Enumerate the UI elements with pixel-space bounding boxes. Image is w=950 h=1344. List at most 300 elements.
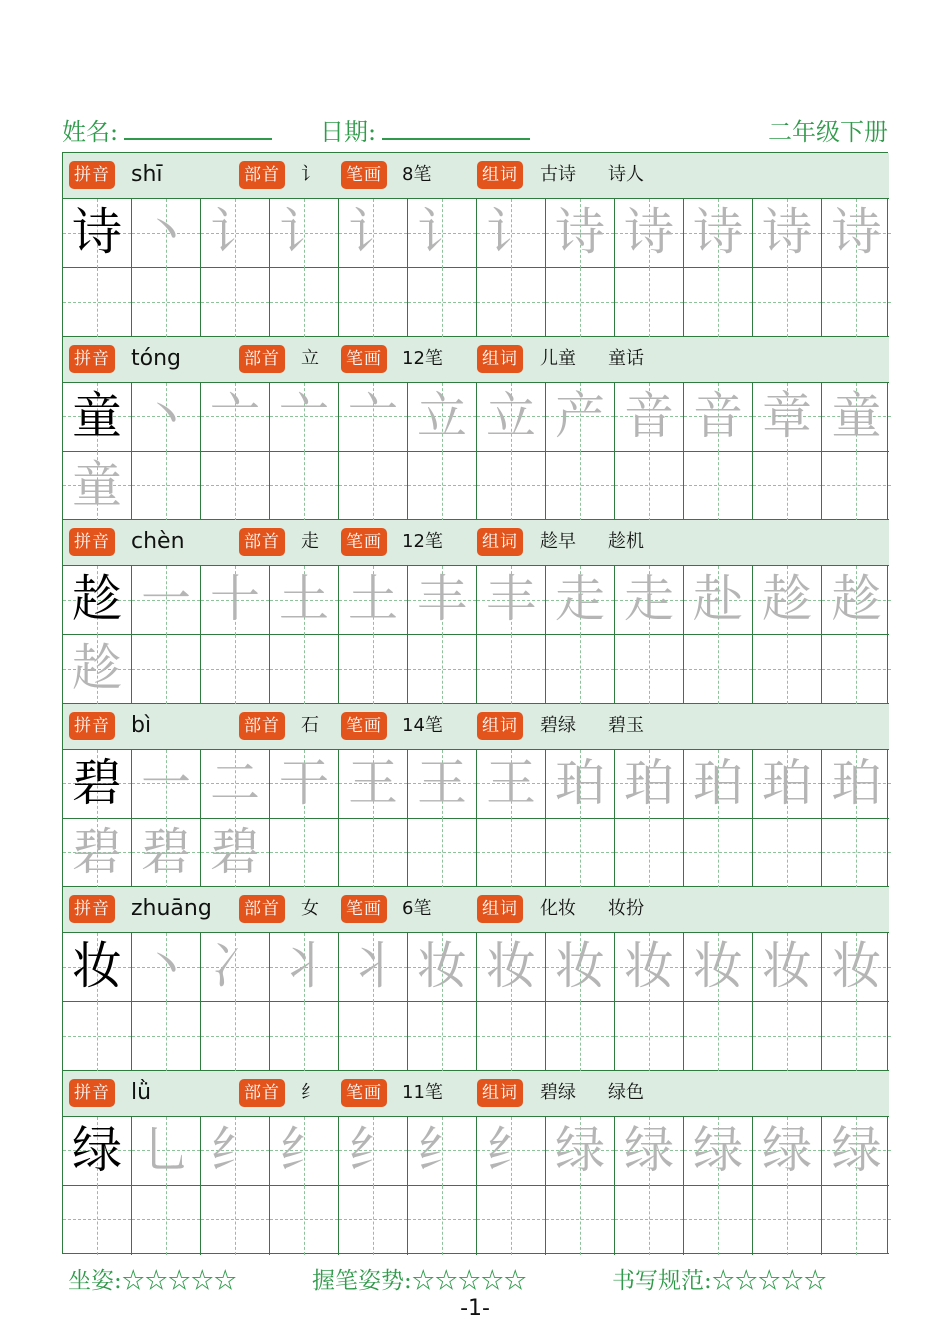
grid-cell[interactable] (546, 566, 615, 635)
stroke-order-row (63, 750, 889, 819)
word-2-value: 绿色 (608, 1081, 644, 1103)
pinyin-value: tóng (131, 345, 181, 371)
model-character: 碧 (72, 753, 122, 812)
trace-character: 碧 (141, 822, 191, 881)
grid-cell[interactable] (132, 635, 201, 704)
stroke-step: 诗 (762, 203, 812, 261)
stroke-step: 亠 (210, 386, 260, 445)
strokes-tag: 笔画 (341, 345, 387, 373)
grid-cell[interactable] (546, 750, 615, 819)
grid-cell[interactable] (339, 199, 408, 268)
pinyin-value: shī (131, 162, 163, 187)
grid-cell[interactable] (477, 566, 546, 635)
grid-cell[interactable] (615, 819, 684, 888)
grid-cell[interactable] (408, 1117, 477, 1186)
stroke-step: 丶 (141, 937, 191, 995)
stroke-step: 丬 (348, 937, 398, 995)
stroke-order-row (63, 933, 889, 1002)
grid-cell[interactable] (63, 750, 132, 819)
grid-cell[interactable] (477, 452, 546, 521)
grid-cell[interactable] (201, 933, 270, 1002)
stroke-step: 诗 (831, 203, 882, 261)
character-block (63, 887, 889, 1071)
grid-cell[interactable] (822, 1186, 891, 1255)
grid-cell[interactable] (408, 819, 477, 888)
stroke-step: 纟 (486, 1120, 536, 1179)
grid-cell[interactable] (822, 1002, 891, 1071)
grid-cell[interactable] (270, 268, 339, 337)
words-tag: 组词 (477, 345, 523, 373)
grid-cell[interactable] (615, 566, 684, 635)
grid-cell[interactable] (684, 1002, 753, 1071)
stroke-step: 王 (486, 753, 536, 812)
grid-cell[interactable] (63, 1117, 132, 1186)
grid-cell[interactable] (546, 819, 615, 888)
grid-cell[interactable] (270, 819, 339, 888)
name-label: 姓名: (62, 118, 119, 146)
stroke-count-value: 8笔 (402, 164, 432, 185)
word-1-value: 碧绿 (540, 714, 576, 736)
radical-tag: 部首 (239, 161, 285, 189)
grid-cell[interactable] (615, 1117, 684, 1186)
grid-cell[interactable] (408, 199, 477, 268)
grid-cell[interactable] (546, 635, 615, 704)
grid-cell[interactable] (822, 199, 891, 268)
grid-cell[interactable] (201, 268, 270, 337)
stroke-step: 走 (555, 570, 605, 628)
model-character: 趁 (72, 570, 122, 628)
character-block (63, 704, 889, 888)
stroke-step: 妆 (693, 937, 743, 995)
grid-cell[interactable] (270, 750, 339, 819)
stroke-step: 立 (486, 386, 536, 445)
stroke-step: 妆 (624, 937, 674, 995)
grid-cell[interactable] (201, 1186, 270, 1255)
stroke-count-value: 14笔 (402, 714, 443, 736)
stroke-step: 诗 (624, 203, 674, 261)
grid-cell[interactable] (822, 452, 891, 521)
word-2-value: 童话 (608, 347, 644, 369)
grid-cell[interactable] (753, 933, 822, 1002)
grid-cell[interactable] (615, 383, 684, 452)
grid-cell[interactable] (270, 1002, 339, 1071)
strokes-tag: 笔画 (341, 528, 387, 556)
grid-cell[interactable] (753, 635, 822, 704)
grid-cell[interactable] (546, 933, 615, 1002)
stroke-step: 赴 (693, 570, 743, 628)
grid-cell[interactable] (615, 1002, 684, 1071)
grid-cell[interactable] (201, 635, 270, 704)
grid-cell[interactable] (546, 1186, 615, 1255)
grade-label: 二年级下册 (768, 118, 888, 146)
worksheet-header (62, 112, 888, 148)
grid-cell[interactable] (63, 1186, 132, 1255)
stroke-step: 珀 (555, 753, 605, 812)
stroke-step: 讠 (348, 203, 398, 261)
grid-cell[interactable] (822, 635, 891, 704)
model-character: 童 (72, 386, 122, 445)
character-info-bar (63, 887, 889, 933)
grid-cell[interactable] (132, 750, 201, 819)
stroke-step: 纟 (417, 1120, 467, 1179)
grid-cell[interactable] (132, 1117, 201, 1186)
character-info-bar (63, 337, 889, 383)
stroke-step: 诗 (555, 203, 605, 261)
grid-cell[interactable] (477, 1186, 546, 1255)
grid-cell[interactable] (408, 383, 477, 452)
grid-cell[interactable] (339, 383, 408, 452)
model-character: 诗 (72, 203, 122, 261)
grid-cell[interactable] (477, 199, 546, 268)
grid-cell[interactable] (477, 1002, 546, 1071)
stroke-step: 趁 (831, 570, 882, 628)
stroke-step: 章 (762, 386, 812, 445)
grid-cell[interactable] (408, 1186, 477, 1255)
grid-cell[interactable] (615, 635, 684, 704)
stroke-step: 妆 (831, 937, 882, 995)
grid-cell[interactable] (477, 635, 546, 704)
grid-cell[interactable] (684, 1186, 753, 1255)
grid-cell[interactable] (615, 750, 684, 819)
word-2-value: 妆扮 (608, 898, 644, 919)
stroke-step: 珀 (624, 753, 674, 812)
grid-cell[interactable] (339, 1117, 408, 1186)
character-block (63, 520, 889, 704)
grid-cell[interactable] (339, 635, 408, 704)
stroke-step: 讠 (210, 203, 260, 261)
stroke-step: 立 (417, 386, 467, 445)
stroke-step: 妆 (555, 937, 605, 995)
word-2-value: 诗人 (608, 164, 644, 185)
grid-cell[interactable] (408, 933, 477, 1002)
stroke-step: 丰 (486, 570, 536, 628)
name-blank[interactable] (124, 118, 272, 140)
radical-value: 石 (301, 714, 319, 736)
grid-cell[interactable] (684, 268, 753, 337)
grid-cell[interactable] (753, 819, 822, 888)
stroke-step: 十 (210, 570, 260, 628)
stroke-step: 王 (417, 753, 467, 812)
grid-cell[interactable] (63, 566, 132, 635)
grid-cell[interactable] (201, 1002, 270, 1071)
practice-row (63, 635, 889, 704)
stroke-step: 讠 (417, 203, 467, 261)
grid-cell[interactable] (477, 750, 546, 819)
grid-cell[interactable] (270, 199, 339, 268)
grid-cell[interactable] (408, 452, 477, 521)
stroke-step: 一 (141, 570, 191, 628)
words-tag: 组词 (477, 895, 523, 923)
date-field[interactable] (320, 112, 530, 147)
grid-cell[interactable] (477, 933, 546, 1002)
grid-cell[interactable] (63, 635, 132, 704)
grid-cell[interactable] (753, 750, 822, 819)
radical-value: 女 (301, 898, 319, 919)
stroke-step: 王 (348, 753, 398, 812)
grid-cell[interactable] (822, 1117, 891, 1186)
grid-cell[interactable] (615, 268, 684, 337)
pinyin-value: zhuāng (131, 896, 212, 921)
words-tag: 组词 (477, 1079, 523, 1107)
radical-tag: 部首 (239, 345, 285, 373)
grid-cell[interactable] (339, 933, 408, 1002)
radical-tag: 部首 (239, 528, 285, 556)
grid-cell[interactable] (546, 452, 615, 521)
stroke-step: 绿 (624, 1120, 674, 1179)
stroke-step: 讠 (279, 203, 329, 261)
grid-cell[interactable] (63, 452, 132, 521)
character-block (63, 1071, 889, 1255)
grid-cell[interactable] (822, 268, 891, 337)
character-block (63, 153, 889, 337)
stroke-count-value: 11笔 (402, 1081, 443, 1103)
grid-cell[interactable] (822, 566, 891, 635)
grid-cell[interactable] (201, 819, 270, 888)
grid-cell[interactable] (753, 1186, 822, 1255)
grid-cell[interactable] (270, 1186, 339, 1255)
grid-cell[interactable] (546, 1002, 615, 1071)
stroke-order-row (63, 1117, 889, 1186)
radical-value: 走 (301, 531, 319, 552)
stroke-step: 妆 (417, 937, 467, 995)
stroke-step: 走 (624, 570, 674, 628)
word-1-value: 趁早 (540, 531, 576, 552)
pinyin-value: chèn (131, 529, 185, 554)
grid-cell[interactable] (201, 199, 270, 268)
grid-cell[interactable] (408, 566, 477, 635)
grid-cell[interactable] (270, 635, 339, 704)
grid-cell[interactable] (270, 933, 339, 1002)
grid-cell[interactable] (132, 566, 201, 635)
stroke-count-value: 12笔 (402, 347, 443, 369)
radical-value: 纟 (301, 1081, 319, 1103)
grid-cell[interactable] (270, 383, 339, 452)
radical-value: 立 (301, 347, 319, 369)
grid-cell[interactable] (132, 268, 201, 337)
pinyin-value: bì (131, 712, 152, 738)
grid-cell[interactable] (132, 383, 201, 452)
grid-cell[interactable] (546, 199, 615, 268)
trace-character: 碧 (72, 822, 122, 881)
posture-rating[interactable]: 坐姿:☆☆☆☆☆ (68, 1268, 237, 1294)
grid-cell[interactable] (546, 268, 615, 337)
grid-cell[interactable] (753, 452, 822, 521)
stroke-step: 珀 (762, 753, 812, 812)
date-blank[interactable] (382, 118, 530, 140)
stroke-step: 妆 (762, 937, 812, 995)
practice-row (63, 1002, 889, 1071)
grid-cell[interactable] (63, 383, 132, 452)
stroke-step: 珀 (831, 753, 882, 812)
grid-cell[interactable] (684, 635, 753, 704)
stroke-step: 绿 (693, 1120, 743, 1179)
grid-cell[interactable] (201, 383, 270, 452)
grid-cell[interactable] (477, 268, 546, 337)
stroke-step: 诗 (693, 203, 743, 261)
grid-cell[interactable] (684, 1117, 753, 1186)
word-1-value: 碧绿 (540, 1081, 576, 1103)
stroke-step: 亠 (279, 386, 329, 445)
stroke-step: 亠 (348, 386, 398, 445)
grid-cell[interactable] (270, 566, 339, 635)
grid-cell[interactable] (822, 750, 891, 819)
stroke-step: 乚 (141, 1120, 191, 1179)
grid-cell[interactable] (684, 452, 753, 521)
radical-tag: 部首 (239, 712, 285, 740)
words-tag: 组词 (477, 528, 523, 556)
practice-row (63, 1186, 889, 1255)
radical-value: 讠 (301, 164, 319, 185)
grid-cell[interactable] (63, 199, 132, 268)
grid-cell[interactable] (339, 1002, 408, 1071)
practice-row (63, 268, 889, 337)
date-label: 日期: (320, 118, 377, 146)
grid-cell[interactable] (339, 819, 408, 888)
word-2-value: 碧玉 (608, 714, 644, 736)
stroke-step: 丶 (141, 386, 191, 445)
grid-cell[interactable] (408, 1002, 477, 1071)
word-2-value: 趁机 (608, 531, 644, 552)
grid-cell[interactable] (339, 268, 408, 337)
grid-cell[interactable] (132, 819, 201, 888)
stroke-step: 音 (624, 386, 674, 445)
grid-cell[interactable] (753, 566, 822, 635)
grid-cell[interactable] (615, 199, 684, 268)
grid-cell[interactable] (408, 268, 477, 337)
grid-cell[interactable] (753, 1117, 822, 1186)
stroke-step: 丰 (417, 570, 467, 628)
stroke-order-row (63, 383, 889, 452)
model-character: 妆 (72, 937, 122, 995)
grid-cell[interactable] (63, 819, 132, 888)
stroke-step: 珀 (693, 753, 743, 812)
grid-cell[interactable] (201, 750, 270, 819)
stroke-step: 丬 (279, 937, 329, 995)
grid-cell[interactable] (684, 199, 753, 268)
name-field[interactable] (62, 112, 272, 147)
strokes-tag: 笔画 (341, 1079, 387, 1107)
practice-sheet (62, 152, 888, 1254)
grip-rating[interactable]: 握笔姿势:☆☆☆☆☆ (312, 1268, 527, 1294)
grid-cell[interactable] (339, 452, 408, 521)
grid-cell[interactable] (270, 452, 339, 521)
character-block (63, 337, 889, 521)
page-number: -1- (460, 1296, 490, 1321)
grid-cell[interactable] (684, 933, 753, 1002)
stroke-step: 一 (141, 753, 191, 812)
grid-cell[interactable] (339, 566, 408, 635)
grid-cell[interactable] (63, 933, 132, 1002)
grid-cell[interactable] (408, 750, 477, 819)
strokes-tag: 笔画 (341, 161, 387, 189)
grid-cell[interactable] (477, 1117, 546, 1186)
grid-cell[interactable] (684, 383, 753, 452)
character-info-bar (63, 153, 889, 199)
grid-cell[interactable] (339, 1186, 408, 1255)
words-tag: 组词 (477, 161, 523, 189)
pinyin-value: lǜ (131, 1079, 152, 1105)
practice-row (63, 819, 889, 888)
grid-cell[interactable] (753, 383, 822, 452)
grid-cell[interactable] (63, 1002, 132, 1071)
grid-cell[interactable] (477, 383, 546, 452)
stroke-step: 冫 (210, 937, 260, 995)
grid-cell[interactable] (615, 452, 684, 521)
trace-character: 趁 (72, 639, 122, 697)
grid-cell[interactable] (615, 1186, 684, 1255)
radical-tag: 部首 (239, 895, 285, 923)
stroke-step: 绿 (762, 1120, 812, 1179)
stroke-step: 丶 (141, 203, 191, 261)
stroke-order-row (63, 199, 889, 268)
grid-cell[interactable] (684, 566, 753, 635)
stroke-step: 土 (279, 570, 329, 628)
character-info-bar (63, 704, 889, 750)
grid-cell[interactable] (132, 452, 201, 521)
character-info-bar (63, 520, 889, 566)
word-1-value: 古诗 (540, 164, 576, 185)
stroke-step: 趁 (762, 570, 812, 628)
stroke-step: 童 (831, 386, 882, 445)
strokes-tag: 笔画 (341, 895, 387, 923)
grid-cell[interactable] (201, 452, 270, 521)
stroke-step: 土 (348, 570, 398, 628)
grid-cell[interactable] (63, 268, 132, 337)
stroke-step: 纟 (279, 1120, 329, 1179)
grid-cell[interactable] (546, 1117, 615, 1186)
stroke-step: 绿 (555, 1120, 605, 1179)
word-1-value: 化妆 (540, 898, 576, 919)
grid-cell[interactable] (822, 933, 891, 1002)
stroke-step: 纟 (348, 1120, 398, 1179)
stroke-count-value: 6笔 (402, 898, 432, 919)
grid-cell[interactable] (615, 933, 684, 1002)
practice-row (63, 452, 889, 521)
grid-cell[interactable] (201, 1117, 270, 1186)
grid-cell[interactable] (822, 383, 891, 452)
grid-cell[interactable] (132, 1002, 201, 1071)
grid-cell[interactable] (408, 635, 477, 704)
grid-cell[interactable] (546, 383, 615, 452)
grid-cell[interactable] (684, 750, 753, 819)
model-character: 绿 (72, 1120, 122, 1179)
pinyin-tag: 拼音 (69, 528, 115, 556)
grid-cell[interactable] (270, 1117, 339, 1186)
stroke-step: 产 (555, 386, 605, 445)
grid-cell[interactable] (753, 199, 822, 268)
grid-cell[interactable] (339, 750, 408, 819)
grid-cell[interactable] (753, 268, 822, 337)
grid-cell[interactable] (132, 933, 201, 1002)
grid-cell[interactable] (477, 819, 546, 888)
radical-tag: 部首 (239, 1079, 285, 1107)
grid-cell[interactable] (201, 566, 270, 635)
character-info-bar (63, 1071, 889, 1117)
grid-cell[interactable] (132, 199, 201, 268)
writing-rating[interactable]: 书写规范:☆☆☆☆☆ (612, 1268, 827, 1294)
stroke-step: 纟 (210, 1120, 260, 1179)
pinyin-tag: 拼音 (69, 345, 115, 373)
pinyin-tag: 拼音 (69, 895, 115, 923)
words-tag: 组词 (477, 712, 523, 740)
grid-cell[interactable] (753, 1002, 822, 1071)
pinyin-tag: 拼音 (69, 712, 115, 740)
stroke-step: 干 (279, 753, 329, 812)
grid-cell[interactable] (822, 819, 891, 888)
grid-cell[interactable] (132, 1186, 201, 1255)
grid-cell[interactable] (684, 819, 753, 888)
stroke-step: 二 (210, 753, 260, 812)
